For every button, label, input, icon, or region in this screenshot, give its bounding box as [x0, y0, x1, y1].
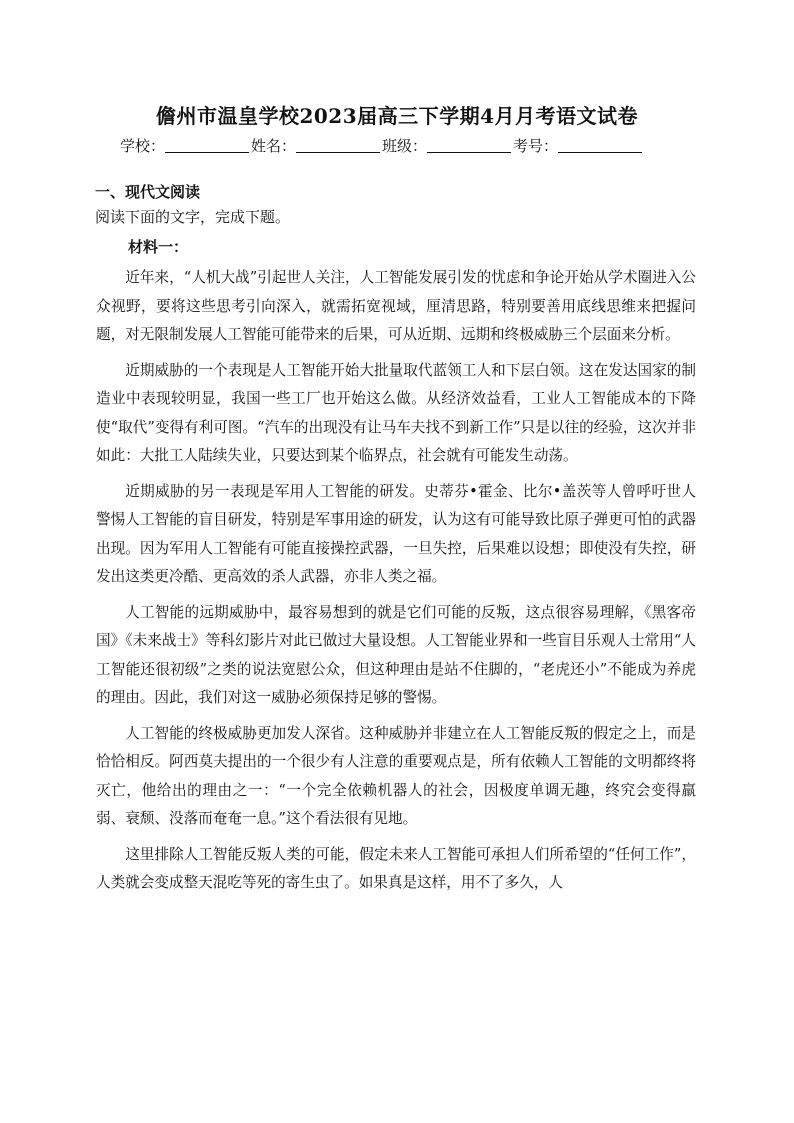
exam-number-blank[interactable]	[558, 138, 642, 153]
student-info-row	[120, 135, 680, 156]
instruction-text: 阅读下面的文字，完成下题。	[95, 208, 291, 226]
passage-paragraph: 人工智能的远期威胁中，最容易想到的就是它们可能的反叛，这点很容易理解，《黑客帝国》《未来战士》等科幻影片对此已做过大量设想。人工智能业界和一些盲目乐观人士常用“人工智能还很初级”之类的说法宽慰公众，但这种理由是站不住脚的，“老虎还小”不能成为养虎的理由。因此，我们对这一威胁必须保持足够的警惕。	[96, 603, 696, 706]
passage-paragraph: 这里排除人工智能反叛人类的可能，假定未来人工智能可承担人们所希望的“任何工作”，人类就会变成整天混吃等死的寄生虫了。如果真是这样，用不了多久，人	[96, 845, 696, 891]
class-label: 班级：	[382, 137, 428, 155]
name-label: 姓名：	[251, 137, 297, 155]
section-heading: 一、现代文阅读	[95, 183, 201, 201]
name-blank[interactable]	[296, 138, 380, 153]
material-label: 材料一：	[128, 238, 189, 256]
passage-paragraph: 近年来，“人机大战”引起世人关注，人工智能发展引发的忧虑和争论开始从学术圈进入公众视野，要将这些思考引向深入，就需拓宽视域，厘清思路，特别要善用底线思维来把握问题，对无限制发展人工智能可能带来的后果，可从近期、远期和终极威胁三个层面来分析。	[96, 269, 696, 343]
passage-paragraph: 人工智能的终极威胁更加发人深省。这种威胁并非建立在人工智能反叛的假定之上，而是恰恰相反。阿西莫夫提出的一个很少有人注意的重要观点是，所有依赖人工智能的文明都终将灭亡，他给出的理由之一：“一个完全依赖机器人的社会，因极度单调无趣，终究会变得羸弱、衰颓、没落而奄奄一息。”这个看法很有见地。	[96, 724, 696, 827]
class-blank[interactable]	[427, 138, 511, 153]
school-label: 学校：	[120, 137, 166, 155]
passage-paragraph: 近期威胁的一个表现是人工智能开始大批量取代蓝领工人和下层白领。这在发达国家的制造业中表现较明显，我国一些工厂也开始这么做。从经济效益看，工业人工智能成本的下降使“取代”变得有利可图。“汽车的出现没有让马车夫找不到新工作”只是以往的经验，这次并非如此：大批工人陆续失业，只要达到某个临界点，社会就有可能发生动荡。	[96, 361, 696, 464]
school-blank[interactable]	[165, 138, 249, 153]
passage-paragraph: 近期威胁的另一表现是军用人工智能的研发。史蒂芬•霍金、比尔•盖茨等人曾呼吁世人警惕人工智能的盲目研发，特别是军事用途的研发，认为这有可能导致比原子弹更可怕的武器出现。因为军用人工智能有可能直接操控武器，一旦失控，后果难以设想；即使没有失控，研发出这类更冷酷、更高效的杀人武器，亦非人类之福。	[96, 482, 696, 585]
page-title: 儋州市温皇学校2023届高三下学期4月月考语文试卷	[155, 104, 639, 128]
exam-number-label: 考号：	[513, 137, 559, 155]
reading-passage	[96, 264, 696, 905]
